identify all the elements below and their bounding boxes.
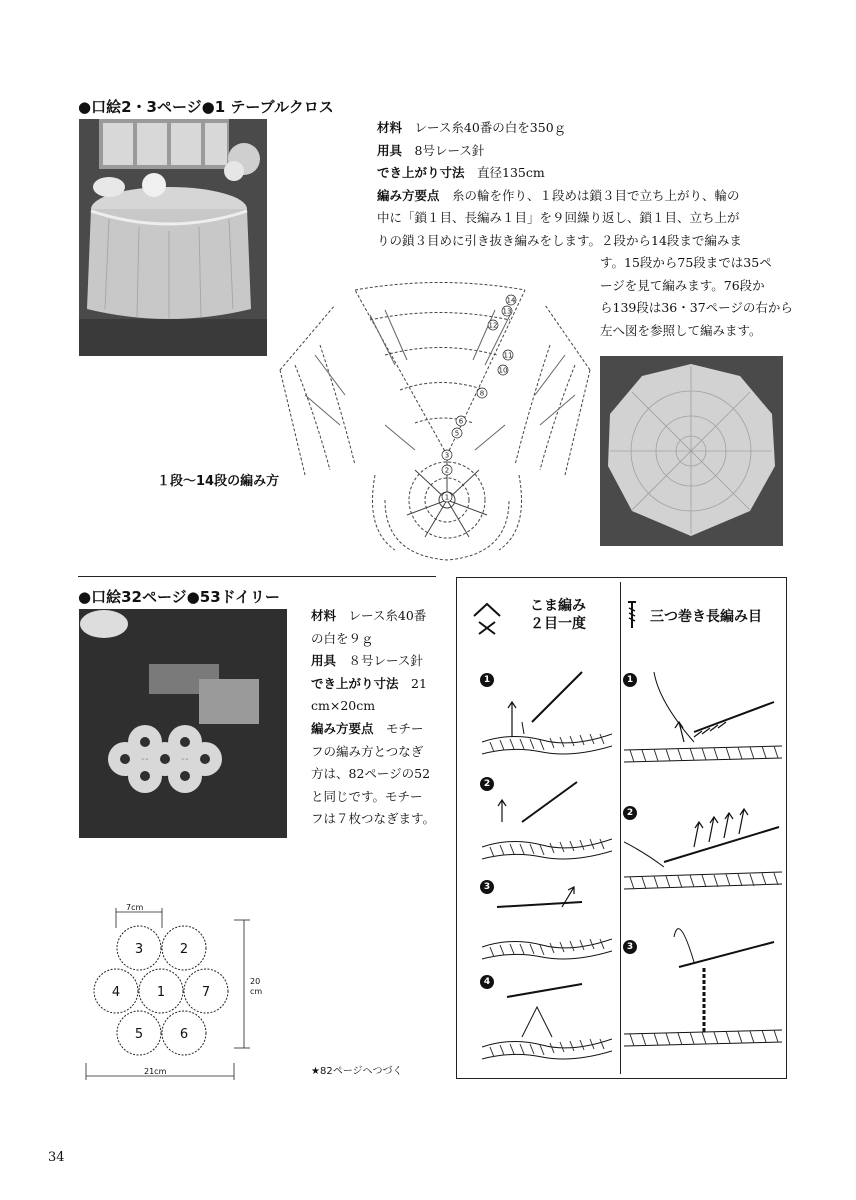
points-line-4: ージを見て編みます。76段か xyxy=(600,277,765,293)
points-line-0: 糸の輪を作り、１段めは鎖３目で立ち上がり、輪の xyxy=(452,187,740,203)
right-step-1-number: 1 xyxy=(623,673,637,687)
doily-size-line-1: cm×20cm xyxy=(311,698,376,714)
motif-4: 4 xyxy=(111,985,121,1000)
doily-size-label: でき上がり寸法 xyxy=(311,675,399,691)
doily-points-line-0: モチー xyxy=(386,720,424,736)
doily-materials-line-1: の白を９ｇ xyxy=(311,630,374,646)
svg-text:13: 13 xyxy=(502,307,512,316)
left-step-4-number: 4 xyxy=(480,975,494,989)
doily-points-line-2: 方は、82ページの52 xyxy=(311,766,431,782)
section1-instructions xyxy=(377,117,787,253)
page-number: 34 xyxy=(48,1150,65,1165)
round-marker-8 xyxy=(477,388,487,398)
round-marker-1 xyxy=(442,492,452,502)
svg-text:8: 8 xyxy=(479,389,485,398)
svg-text:1: 1 xyxy=(444,493,450,502)
round-marker-10 xyxy=(498,365,508,375)
continued-note: ★82ページへつづく xyxy=(311,1066,403,1077)
dim-top: 7cm xyxy=(126,903,144,912)
doily-points-line-1: フの編み方とつなぎ xyxy=(311,743,424,759)
section1-instructions-cont xyxy=(600,252,800,342)
motif-1: 1 xyxy=(156,985,166,1000)
size-value: 直径135cm xyxy=(477,165,545,181)
svg-text:6: 6 xyxy=(458,417,464,426)
doily-photo xyxy=(79,609,287,838)
points-label: 編み方要点 xyxy=(377,187,440,203)
dim-bottom: 21cm xyxy=(144,1067,167,1076)
doily-materials-line-0: レース糸40番 xyxy=(348,608,427,623)
left-step-1-number: 1 xyxy=(480,673,494,687)
round-marker-2 xyxy=(442,465,452,475)
svg-text:10: 10 xyxy=(498,366,508,375)
sc2tog-title-2: ２目一度 xyxy=(530,616,586,632)
tools-label: 用具 xyxy=(377,142,403,158)
section2-heading: ●口絵32ページ●53ドイリー xyxy=(78,588,280,606)
motif-2: 2 xyxy=(179,942,189,957)
doily-tools-label: 用具 xyxy=(311,653,337,669)
dim-side-1: 20 xyxy=(250,977,261,986)
chart-caption: １段〜14段の編み方 xyxy=(157,474,280,489)
crochet-chart-rounds-1-14 xyxy=(275,275,595,575)
materials-label: 材料 xyxy=(377,120,403,135)
section1-heading: ●口絵2・3ページ●1 テーブルクロス xyxy=(78,98,334,116)
svg-text:11: 11 xyxy=(503,351,513,360)
right-step-2-number: 2 xyxy=(623,806,637,820)
round-marker-12 xyxy=(488,320,498,330)
points-line-6: 左へ図を参照して編みます。 xyxy=(600,322,762,338)
svg-text:2: 2 xyxy=(444,466,450,475)
motif-5: 5 xyxy=(134,1027,144,1042)
motif-layout-diagram xyxy=(84,898,274,1083)
tablecloth-photo xyxy=(79,119,267,356)
sc2tog-title xyxy=(530,597,586,633)
left-step-3-number: 3 xyxy=(480,880,494,894)
svg-text:12: 12 xyxy=(488,321,498,330)
sc2tog-title-1: こま編み xyxy=(530,598,586,614)
round-marker-5 xyxy=(452,428,462,438)
points-line-3: す。15段から75段までは35ペ xyxy=(600,255,772,270)
triple-treble-symbol xyxy=(626,600,638,634)
doily-materials-label: 材料 xyxy=(311,608,337,623)
motif-3: 3 xyxy=(134,942,144,957)
finished-tablecloth-photo xyxy=(600,356,783,546)
doily-points-line-3: と同じです。モチー xyxy=(311,788,423,804)
round-marker-14 xyxy=(506,295,516,305)
svg-text:3: 3 xyxy=(444,451,450,460)
triple-treble-illustrations xyxy=(624,662,782,1072)
points-line-5: ら139段は36・37ページの右から xyxy=(600,300,793,316)
doily-tools-value: ８号レース針 xyxy=(348,653,423,669)
tools-value: 8号レース針 xyxy=(414,142,485,158)
doily-points-line-4: フは７枚つなぎます。 xyxy=(311,811,436,827)
sc2tog-illustrations xyxy=(482,662,612,1072)
points-line-2: りの鎖３目めに引き抜き編みをします。２段から14段まで編みま xyxy=(377,232,742,248)
technique-box-divider xyxy=(620,582,621,1074)
triple-treble-title: 三つ巻き長編み目 xyxy=(650,609,762,625)
doily-size-line-0: 21 xyxy=(411,675,427,691)
sc2tog-symbol xyxy=(470,602,504,640)
left-step-2-number: 2 xyxy=(480,777,494,791)
doily-points-label: 編み方要点 xyxy=(311,720,374,736)
motif-6: 6 xyxy=(179,1027,189,1042)
points-line-1: 中に「鎖１目、長編み１目」を９回繰り返し、鎖１目、立ち上が xyxy=(377,210,740,226)
materials-value: レース糸40番の白を350ｇ xyxy=(414,120,567,135)
section2-instructions xyxy=(311,605,451,831)
svg-text:5: 5 xyxy=(454,429,460,438)
section-divider xyxy=(78,576,436,577)
svg-text:14: 14 xyxy=(506,296,516,305)
round-marker-3 xyxy=(442,450,452,460)
round-marker-11 xyxy=(503,350,513,360)
motif-7: 7 xyxy=(201,985,211,1000)
round-marker-6 xyxy=(456,416,466,426)
right-step-3-number: 3 xyxy=(623,940,637,954)
size-label: でき上がり寸法 xyxy=(377,165,465,181)
round-marker-13 xyxy=(502,306,512,316)
dim-side-2: cm xyxy=(250,987,263,996)
